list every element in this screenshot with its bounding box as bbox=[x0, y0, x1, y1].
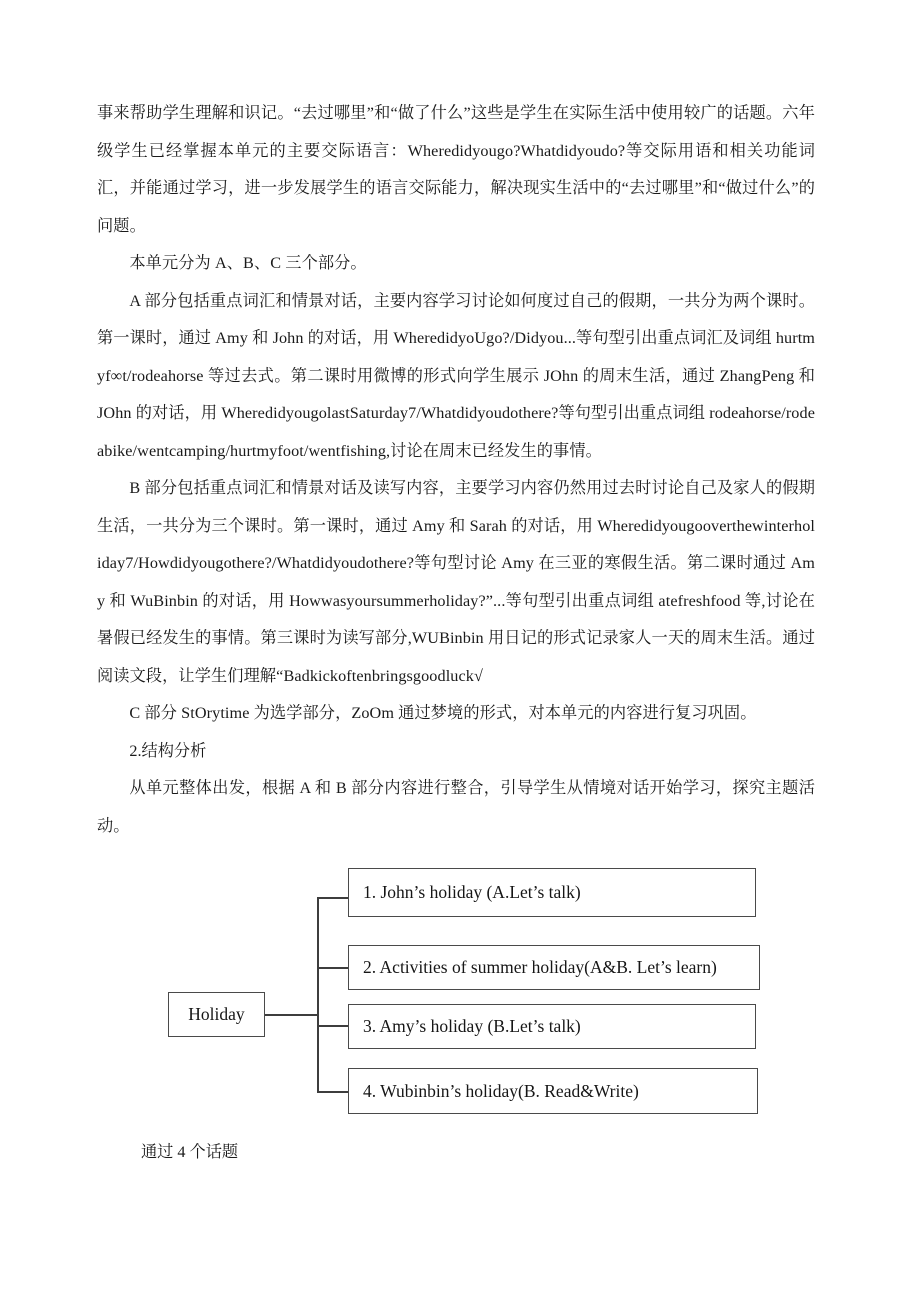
paragraph-part-a: A 部分包括重点词汇和情景对话，主要内容学习讨论如何度过自己的假期，一共分为两个课时。第一课时，通过 Amy 和 John 的对话，用 WheredidyoUgo?/Didyou...等句型引出重点词汇及词组 hurtmyf∞t/rodeahorse 等过去式。第二课时用微博的形式向学生展示 JOhn 的周末生活，通过 ZhangPeng 和 JOhn 的对话，用 WheredidyougolastSaturday7/Whatdidyoudothere?等句型引出重点词组 rodeahorse/rodeabike/wentcamping/hurtmyfoot/wentfishing,讨论在周末已经发生的事情。 bbox=[97, 291, 815, 460]
paragraph-part-c: C 部分 StOrytime 为选学部分，ZoOm 通过梦境的形式，对本单元的内容进行复习巩固。 bbox=[129, 704, 757, 722]
paragraph-intro: 事来帮助学生理解和识记。“去过哪里”和“做了什么”这些是学生在实际生活中使用较广的话题。六年级学生已经掌握本单元的主要交际语言：Wheredidyougo?Whatdidyoudo?等交际用语和相关功能词汇，并能通过学习，进一步发展学生的语言交际能力，解决现实生活中的“去过哪里”和“做过什么”的问题。 bbox=[97, 104, 815, 235]
diagram-node-1-label: 1. John’s holiday (A.Let’s talk) bbox=[363, 882, 581, 903]
diagram-node-4-label: 4. Wubinbin’s holiday(B. Read&Write) bbox=[363, 1080, 639, 1101]
footer-note: 通过 4 个话题 bbox=[141, 1143, 239, 1161]
diagram-node-3-label: 3. Amy’s holiday (B.Let’s talk) bbox=[363, 1016, 581, 1037]
paragraph-sections: 本单元分为 A、B、C 三个部分。 bbox=[129, 254, 367, 272]
paragraph-structure-body: 从单元整体出发，根据 A 和 B 部分内容进行整合，引导学生从情境对话开始学习，探究主题活动。 bbox=[97, 779, 815, 835]
connector-branch-2 bbox=[317, 967, 348, 969]
connector-branch-1 bbox=[317, 897, 348, 899]
connector-branch-4 bbox=[317, 1091, 348, 1093]
paragraph-part-b: B 部分包括重点词汇和情景对话及读写内容，主要学习内容仍然用过去时讨论自己及家人的假期生活，一共分为三个课时。第一课时，通过 Amy 和 Sarah 的对话，用 Wheredidyougooverthewinterholiday7/Howdidyougothere?/Whatdidyoudothere?等句型讨论 Amy 在三亚的寒假生活。第二课时通过 Amy 和 WuBinbin 的对话，用 Howwasyoursummerholiday?”...等句型引出重点词组 atefreshfood 等,讨论在暑假已经发生的事情。第三课时为读写部分,WUBinbin 用日记的形式记录家人一天的周末生活。通过阅读文段，让学生们理解“Badkickoftenbringsgoodluck√ bbox=[97, 479, 815, 685]
diagram-node-3 bbox=[348, 1004, 756, 1049]
diagram-node-2-label: 2. Activities of summer holiday(A&B. Let’s learn) bbox=[363, 957, 717, 978]
diagram-root-label: Holiday bbox=[188, 1004, 245, 1025]
connector-branch-3 bbox=[317, 1025, 348, 1027]
diagram-node-1 bbox=[348, 868, 756, 917]
holiday-structure-diagram bbox=[97, 857, 797, 1119]
diagram-node-2 bbox=[348, 945, 760, 990]
connector-root-stub bbox=[265, 1014, 318, 1016]
diagram-root-node bbox=[168, 992, 265, 1037]
diagram-node-4 bbox=[348, 1068, 758, 1114]
connector-trunk bbox=[317, 897, 319, 1093]
structure-analysis-heading: 2.结构分析 bbox=[129, 741, 207, 760]
